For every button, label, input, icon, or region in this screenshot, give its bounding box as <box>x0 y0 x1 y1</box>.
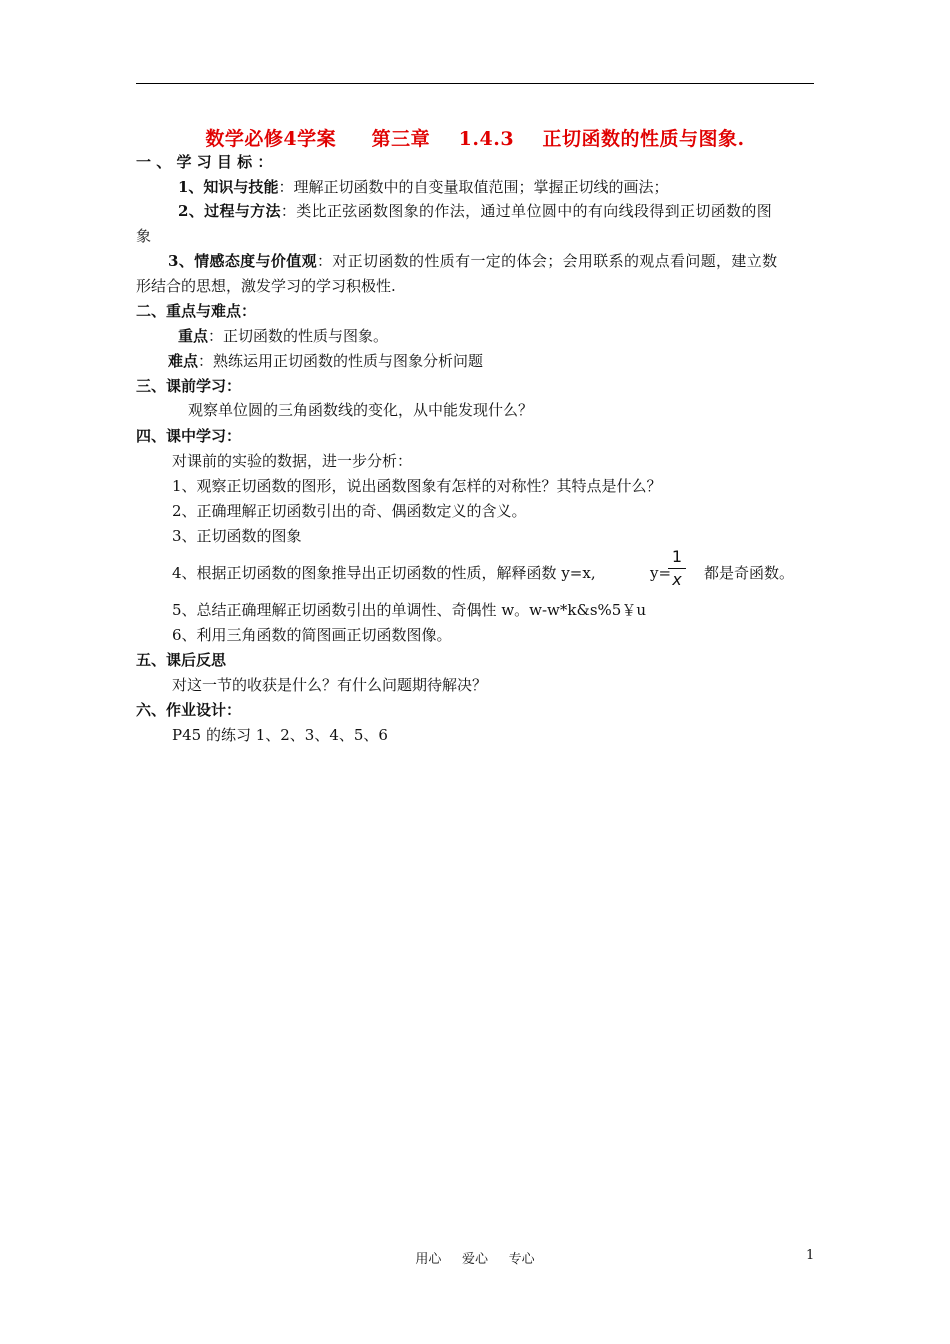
difficulty-point-text: ：熟练运用正切函数的性质与图象分析问题 <box>198 352 484 370</box>
header-rule <box>136 83 814 84</box>
footer-motto: 用心 爱心 专心 <box>415 1252 535 1267</box>
difficulty-point <box>168 351 483 371</box>
in-class-item-1: 1、观察正切函数的图形，说出函数图象有怎样的对称性？其特点是什么？ <box>172 477 662 495</box>
key-point-text: ：正切函数的性质与图象。 <box>208 327 389 345</box>
in-class-item-6: 6、利用三角函数的简图画正切函数图像。 <box>172 626 452 644</box>
in-class-item-4-tail: 都是奇函数。 <box>704 564 795 582</box>
section-heading-in-class: 四、课中学习： <box>136 427 242 445</box>
homework-text: P45 的练习 1、2、3、4、5、6 <box>172 726 388 744</box>
goal-item-1-text: ：理解正切函数中的自变量取值范围；掌握正切线的画法； <box>278 178 669 196</box>
section-heading-pre-class: 三、课前学习： <box>136 377 242 395</box>
goal-item-2-text: ：类比正弦函数图象的作法，通过单位圆中的有向线段得到正切函数的图 <box>280 202 773 220</box>
goal-item-2-continued: 象 <box>136 227 152 245</box>
in-class-item-5: 5、总结正确理解正切函数引出的单调性、奇偶性 w。w-w*k&s%5￥u <box>172 601 646 619</box>
fraction-one-over-x <box>668 548 686 589</box>
section-heading-key-points: 二、重点与难点： <box>136 302 257 320</box>
in-class-item-4-y-eq: y= <box>650 564 672 582</box>
goal-item-2 <box>178 201 772 221</box>
fraction-numerator: 1 <box>668 548 686 569</box>
key-point-label: 重点 <box>178 327 209 345</box>
key-point <box>178 326 388 346</box>
in-class-intro: 对课前的实验的数据，进一步分析： <box>172 452 413 470</box>
goal-item-3-continued: 形结合的思想，激发学习的学习积极性. <box>136 277 396 295</box>
section-heading-reflection: 五、课后反思 <box>136 651 227 669</box>
section-heading-homework: 六、作业设计： <box>136 701 242 719</box>
difficulty-point-label: 难点 <box>168 352 199 370</box>
page-title: 数学必修4学案 第三章 1.4.3 正切函数的性质与图象. <box>205 128 745 150</box>
goal-item-3-text: ：对正切函数的性质有一定的体会；会用联系的观点看问题，建立数 <box>316 252 778 270</box>
pre-class-text: 观察单位圆的三角函数线的变化，从中能发现什么？ <box>188 401 534 419</box>
goal-item-3 <box>168 251 777 271</box>
in-class-item-3: 3、正切函数的图象 <box>172 527 302 545</box>
goal-item-1 <box>178 177 668 197</box>
goal-item-3-label: 3、情感态度与价值观 <box>168 252 317 270</box>
reflection-text: 对这一节的收获是什么？有什么问题期待解决？ <box>172 676 488 694</box>
fraction-denominator: x <box>672 570 682 589</box>
goal-item-1-label: 1、知识与技能 <box>178 178 279 196</box>
section-heading-goals: 一 、 学 习 目 标 ： <box>136 153 273 171</box>
goal-item-2-label: 2、过程与方法 <box>178 202 281 220</box>
page-number: 1 <box>806 1248 815 1263</box>
in-class-item-4: 4、根据正切函数的图象推导出正切函数的性质，解释函数 y=x, <box>172 564 596 582</box>
in-class-item-2: 2、正确理解正切函数引出的奇、偶函数定义的含义。 <box>172 502 527 520</box>
